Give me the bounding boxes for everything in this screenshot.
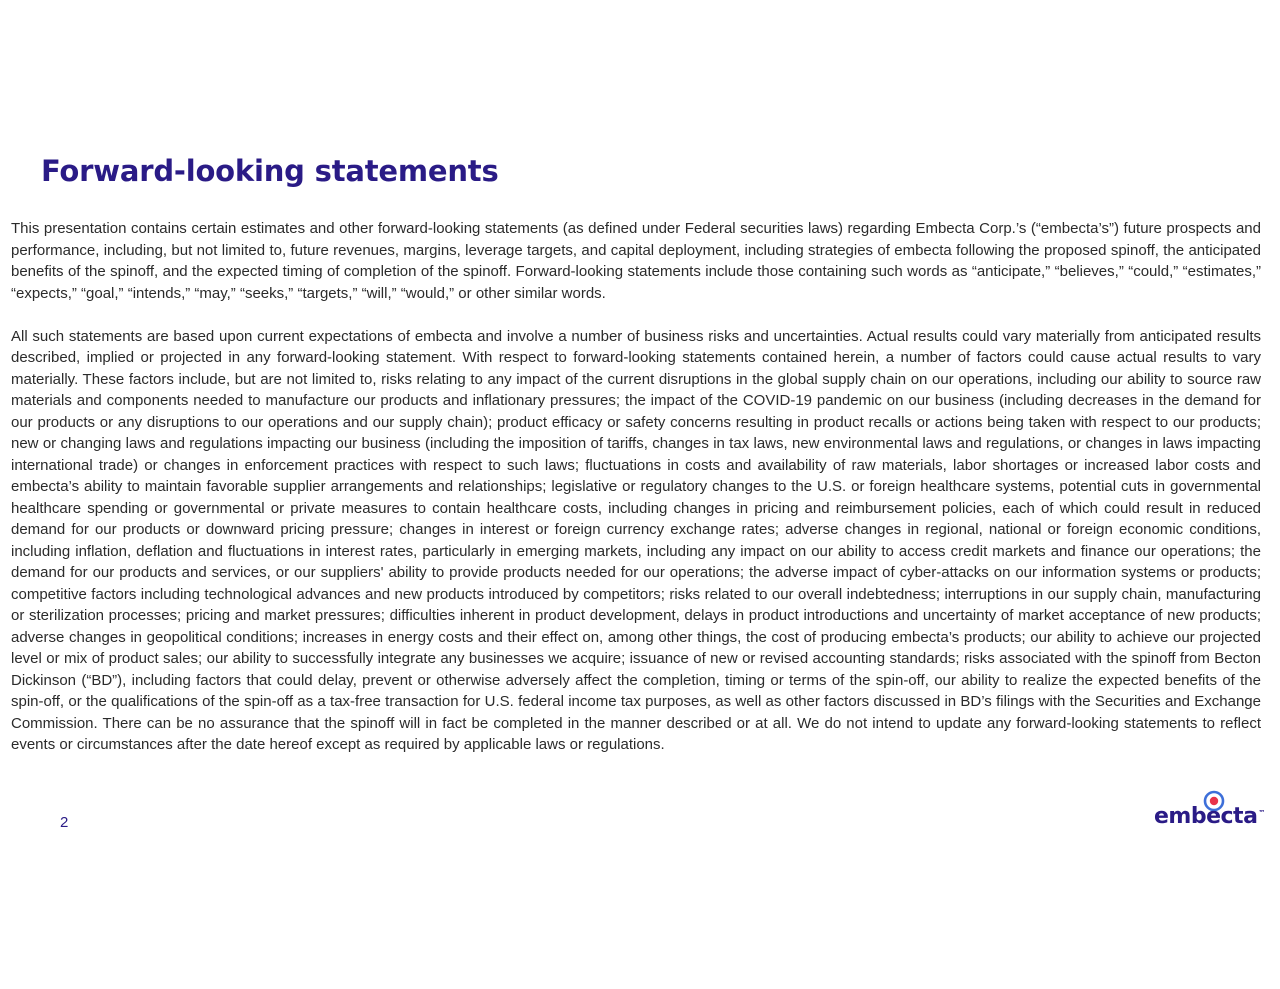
embecta-logo xyxy=(1154,790,1265,832)
disclaimer-body xyxy=(11,218,1261,756)
logo-wordmark: embecta™ xyxy=(1154,804,1265,829)
disclaimer-paragraph-2: All such statements are based upon current expectations of embecta and involve a number of business risks and uncertainties. Actual results could vary materially from anticipated results described, implied or projected in any forward-looking statement. With respect to forward-looking statements contained herein, a number of factors could cause actual results to vary materially. These factors include, but are not limited to, risks relating to any impact of the current disruptions in the global supply chain on our operations, including our ability to source raw materials and components needed to manufacture our products and inflationary pressures; the impact of the COVID-19 pandemic on our business (including decreases in the demand for our products or any disruptions to our operations and our supply chain); product efficacy or safety concerns resulting in product recalls or actions being taken with respect to our products; new or changing laws and regulations impacting our business (including the imposition of tariffs, changes in tax laws, new environmental laws and regulations, or changes in laws impacting international trade) or changes in enforcement practices with respect to such laws; fluctuations in costs and availability of raw materials, labor shortages or increased labor costs and embecta’s ability to maintain favorable supplier arrangements and relationships; legislative or regulatory changes to the U.S. or foreign healthcare systems, potential cuts in governmental healthcare spending or governmental or private measures to contain healthcare costs, including changes in pricing and reimbursement policies, each of which could result in reduced demand for our products or downward pricing pressure; changes in interest or foreign currency exchange rates; adverse changes in regional, national or foreign economic conditions, including inflation, deflation and fluctuations in interest rates, particularly in emerging markets, including any impact on our ability to access credit markets and finance our operations; the demand for our products and services, or our suppliers' ability to provide products needed for our operations; the adverse impact of cyber-attacks on our information systems or products; competitive factors including technological advances and new products introduced by competitors; risks related to our overall indebtedness; interruptions in our supply chain, manufacturing or sterilization processes; pricing and market pressures; difficulties inherent in product development, delays in product introductions and uncertainty of market acceptance of new products; adverse changes in geopolitical conditions; increases in energy costs and their effect on, among other things, the cost of producing embecta’s products; our ability to achieve our projected level or mix of product sales; our ability to successfully integrate any businesses we acquire; issuance of new or revised accounting standards; risks associated with the spinoff from Becton Dickinson (“BD”), including factors that could delay, prevent or otherwise adversely affect the completion, timing or terms of the spin-off, our ability to realize the expected benefits of the spin-off, or the qualifications of the spin-off as a tax-free transaction for U.S. federal income tax purposes, as well as other factors discussed in BD’s filings with the Securities and Exchange Commission. There can be no assurance that the spinoff will in fact be completed in the manner described or at all. We do not intend to update any forward-looking statements to reflect events or circumstances after the date hereof except as required by applicable laws or regulations. xyxy=(11,327,1261,753)
disclaimer-paragraph-1: This presentation contains certain estimates and other forward-looking statements (as defined under Federal securities laws) regarding Embecta Corp.’s (“embecta’s”) future prospects and performance, including, but not limited to, future revenues, margins, leverage targets, and capital deployment, including strategies of embecta following the proposed spinoff, the anticipated benefits of the spinoff, and the expected timing of completion of the spinoff. Forward-looking statements include those containing such words as “anticipate,” “believes,” “could,” “estimates,” “expects,” “goal,” “intends,” “may,” “seeks,” “targets,” “will,” “would,” or other similar words. xyxy=(11,220,1261,302)
page-number: 2 xyxy=(60,814,69,831)
trademark-mark: ™ xyxy=(1258,809,1265,817)
page-title: Forward-looking statements xyxy=(41,154,499,188)
